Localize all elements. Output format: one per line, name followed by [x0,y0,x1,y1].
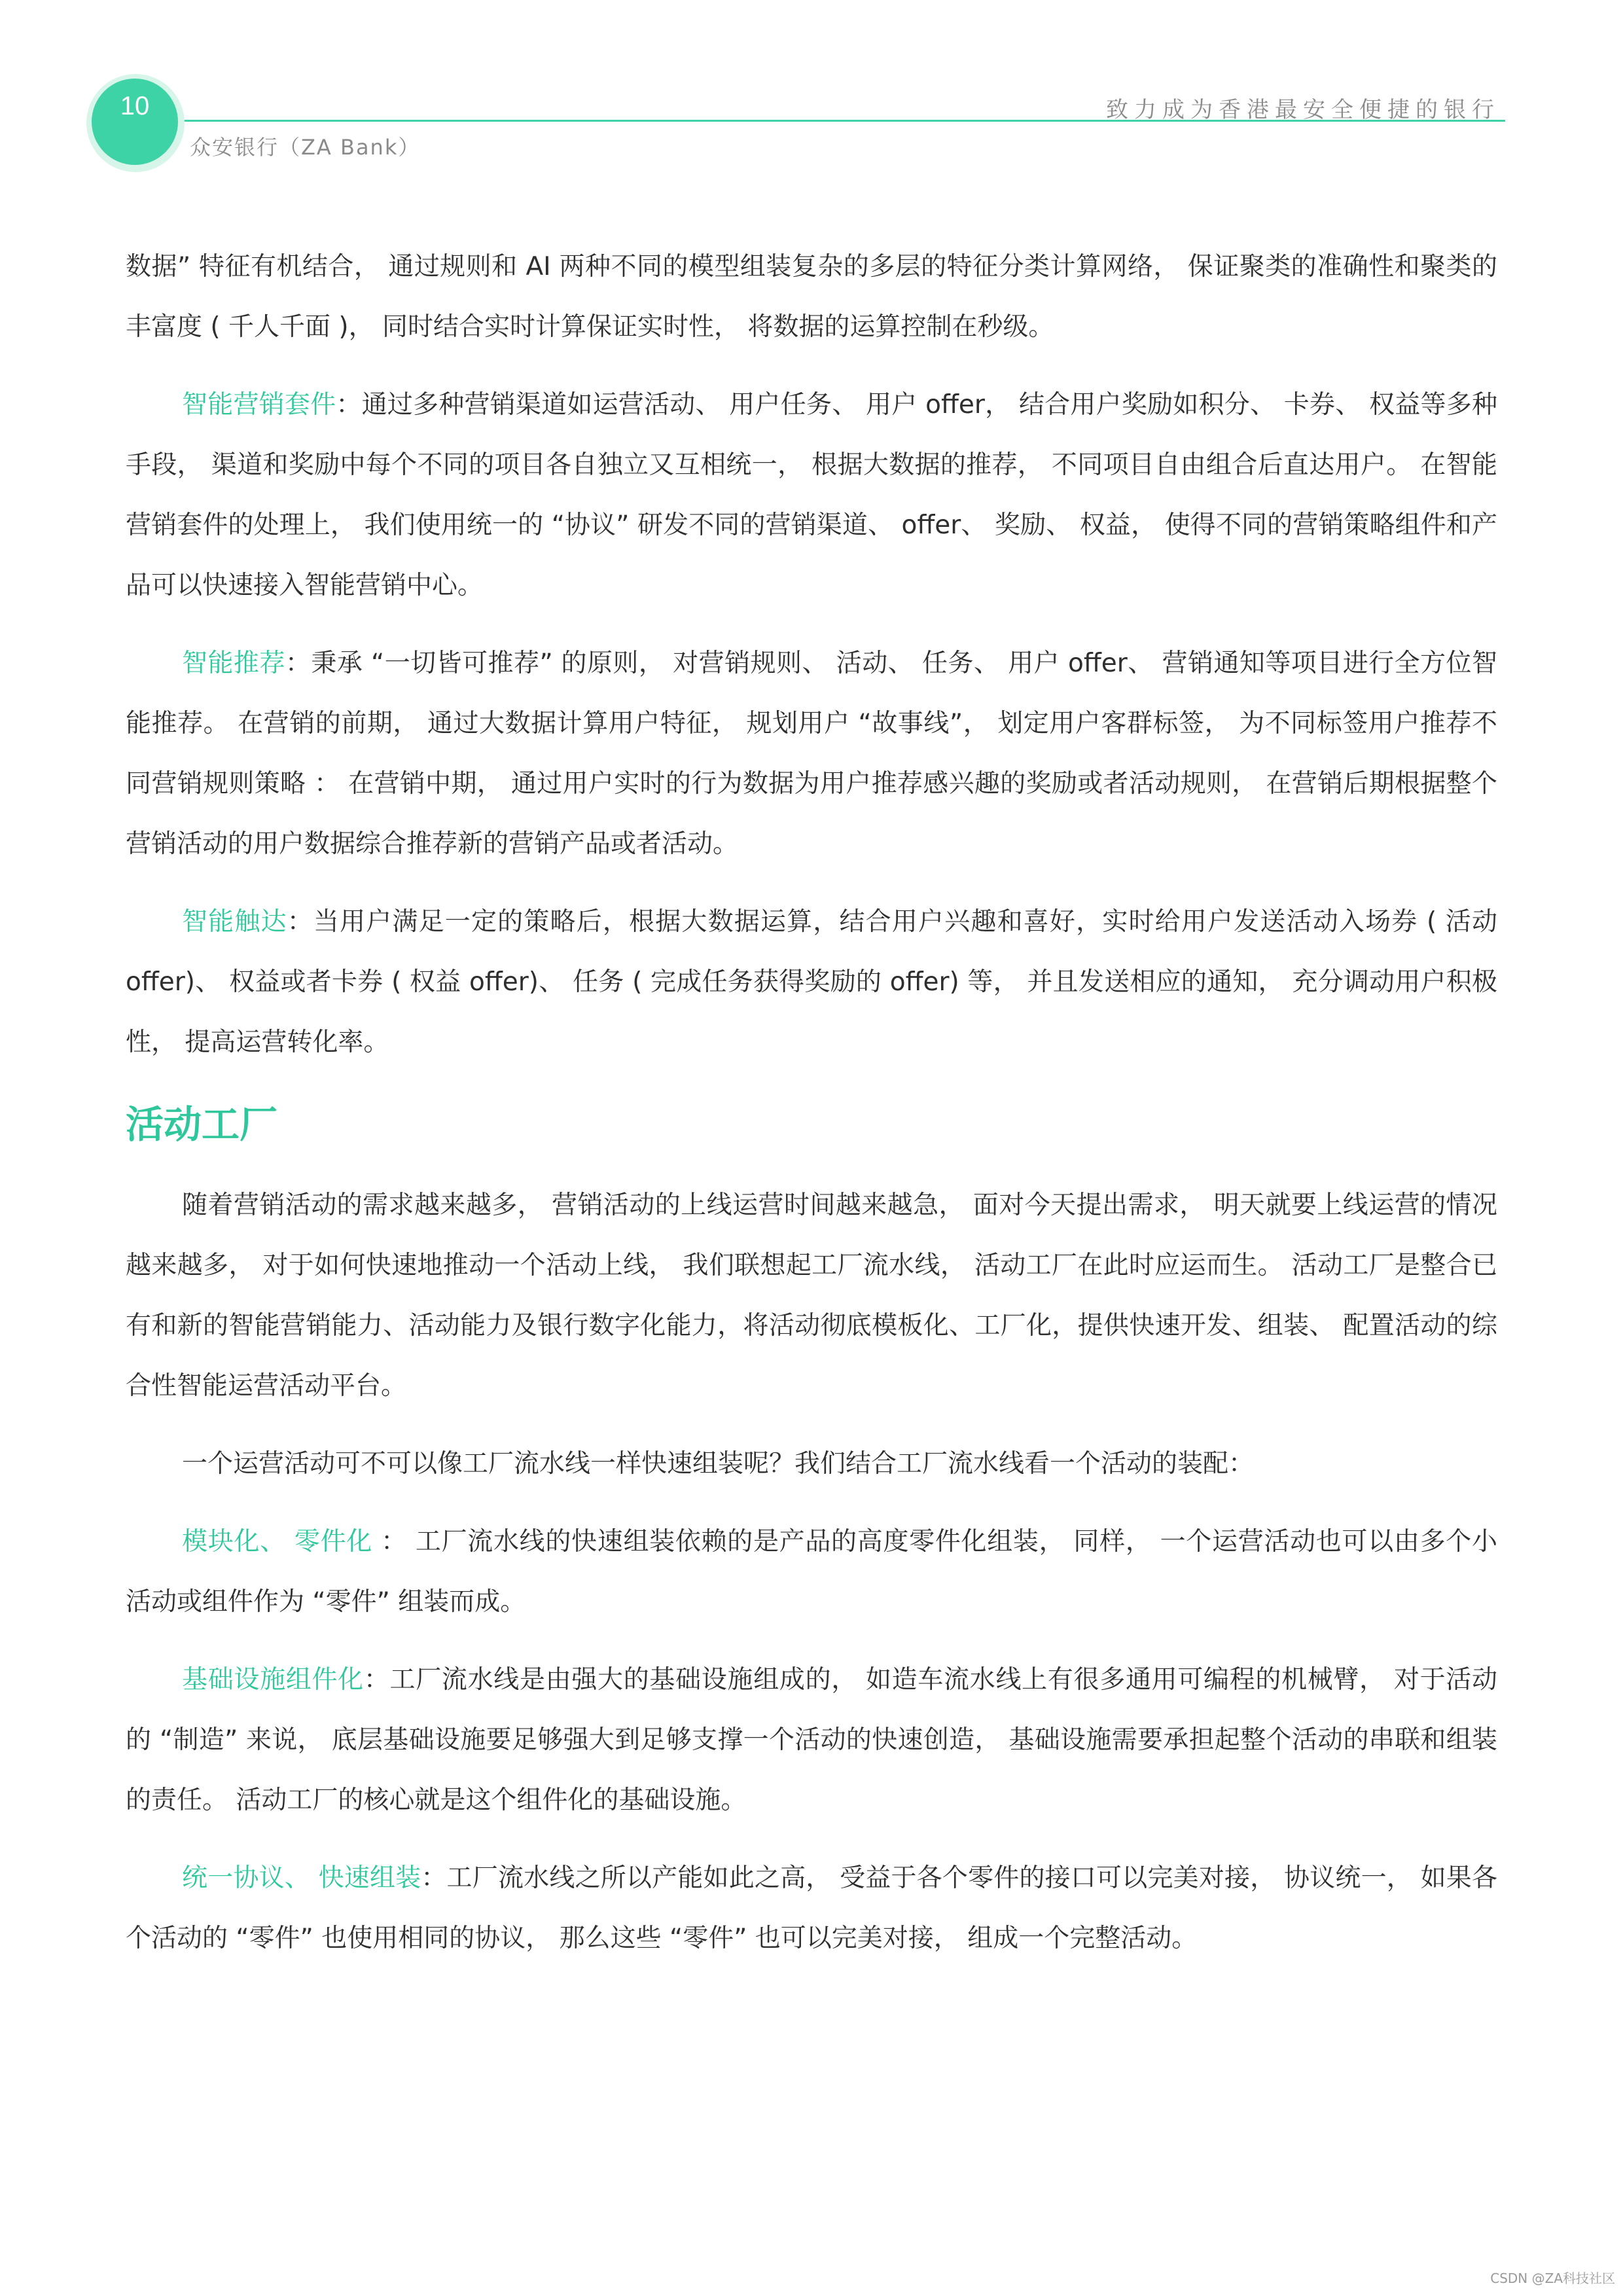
paragraph-label: 基础设施组件化 [182,1665,364,1695]
paragraph-text: 随着营销活动的需求越来越多， 营销活动的上线运营时间越来越急， 面对今天提出需求， 明天就要上线运营的情况越来越多， 对于如何快速地推动一个活动上线， 我们联想起工厂流水线， 活动工厂在此时应运而生。 活动工厂是整合已有和新的智能营销能力、活动能力及银行数字化能力，将活动彻底模板化、工厂化，提供快速开发、组装、 配置活动的综合性智能运营活动平台。 [126,1191,1497,1401]
paragraph-text: ：工厂流水线是由强大的基础设施组成的， 如造车流水线上有很多通用可编程的机械臂， 对于活动的 “制造” 来说， 底层基础设施要足够强大到足够支撑一个活动的快速创造， 基础设施需要承担起整个活动的串联和组装的责任。 活动工厂的核心就是这个组件化的基础设施。 [126,1665,1497,1815]
paragraph-text: ：秉承 “一切皆可推荐” 的原则， 对营销规则、 活动、 任务、 用户 offer、 营销通知等项目进行全方位智能推荐。 在营销的前期， 通过大数据计算用户特征， 规划用户 “故事线”， 划定用户客群标签， 为不同标签用户推荐不同营销规则策略 ： 在营销中期， 通过用户实时的行为数据为用户推荐感兴趣的奖励或者活动规则， 在营销后期根据整个营销活动的用户数据综合推荐新的营销产品或者活动。 [126,649,1497,859]
bank-name: 众安银行（ZA Bank） [190,135,421,160]
paragraph-label: 智能推荐 [182,649,285,678]
paragraph-smart-recommendation [126,634,1497,874]
paragraph-text: 数据” 特征有机结合， 通过规则和 AI 两种不同的模型组装复杂的多层的特征分类计算网络， 保证聚类的准确性和聚类的丰富度 ( 千人千面 )， 同时结合实时计算保证实时性， 将数据的运算控制在秒级。 [126,252,1497,342]
paragraph-data-features [126,237,1497,357]
paragraph-label: 模块化、 零件化 [182,1527,372,1556]
paragraph-label: 智能营销套件 [182,390,336,420]
paragraph-text: ：当用户满足一定的策略后，根据大数据运算，结合用户兴趣和喜好，实时给用户发送活动入场券 ( 活动 offer)、 权益或者卡券 ( 权益 offer)、 任务 ( 完成任务获得奖励的 offer) 等， 并且发送相应的通知， 充分调动用户积极性， 提高运营转化率。 [126,907,1497,1057]
paragraph-assembly-question [126,1434,1497,1494]
paragraph-modular-parts [126,1512,1497,1632]
paragraph-smart-reach [126,892,1497,1073]
paragraph-text: ：工厂流水线之所以产能如此之高， 受益于各个零件的接口可以完美对接， 协议统一， 如果各个活动的 “零件” 也使用相同的协议， 那么这些 “零件” 也可以完美对接， 组成一个完整活动。 [126,1863,1497,1953]
paragraph-label: 智能触达 [182,907,287,937]
paragraph-text: ： 工厂流水线的快速组装依赖的是产品的高度零件化组装， 同样， 一个运营活动也可以由多个小活动或组件作为 “零件” 组装而成。 [126,1527,1497,1617]
paragraph-activity-factory-intro [126,1175,1497,1416]
header-slogan: 致力成为香港最安全便捷的银行 [1106,97,1500,123]
paragraph-smart-marketing-suite [126,375,1497,616]
paragraph-infrastructure [126,1650,1497,1831]
paragraph-text: ：通过多种营销渠道如运营活动、 用户任务、 用户 offer， 结合用户奖励如积分、 卡券、 权益等多种手段， 渠道和奖励中每个不同的项目各自独立又互相统一， 根据大数据的推荐， 不同项目自由组合后直达用户。 在智能营销套件的处理上， 我们使用统一的 “协议” 研发不同的营销渠道、 offer、 奖励、 权益， 使得不同的营销策略组件和产品可以快速接入智能营销中心。 [126,390,1497,600]
page-body [126,237,1497,1986]
paragraph-text: 一个运营活动可不可以像工厂流水线一样快速组装呢？我们结合工厂流水线看一个活动的装配： [182,1449,1255,1479]
paragraph-unified-protocol [126,1848,1497,1969]
paragraph-label: 统一协议、 快速组装 [182,1863,421,1893]
watermark: CSDN @ZA科技社区 [1490,2270,1615,2286]
section-title: 活动工厂 [126,1102,278,1147]
page-number: 10 [120,91,150,120]
